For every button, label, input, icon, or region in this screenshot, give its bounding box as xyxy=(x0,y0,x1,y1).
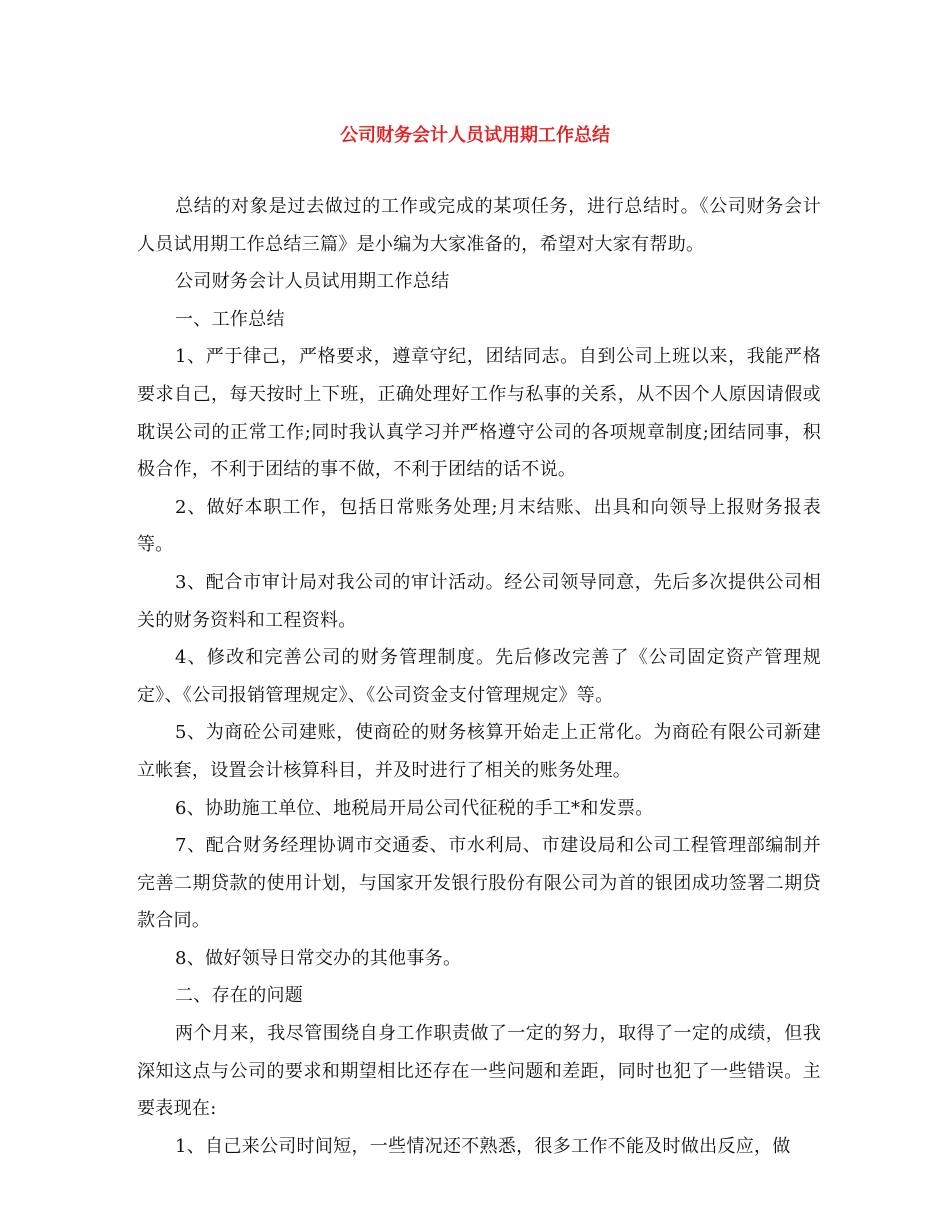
section-heading-work-summary: 一、工作总结 xyxy=(175,308,285,330)
section-heading-problems: 二、存在的问题 xyxy=(175,985,304,1007)
work-item-7: 7、配合财务经理协调市交通委、市水利局、市建设局和公司工程管理部编制并完善二期贷款的使用计划，与国家开发银行股份有限公司为首的银团成功签署二期贷款合同。 xyxy=(137,835,821,932)
work-item-5: 5、为商砼公司建账，使商砼的财务核算开始走上正常化。为商砼有限公司新建立帐套，设置会计核算科目，并及时进行了相关的账务处理。 xyxy=(137,722,821,781)
work-item-3: 3、配合市审计局对我公司的审计活动。经公司领导同意，先后多次提供公司相关的财务资料和工程资料。 xyxy=(137,571,821,631)
work-item-2: 2、做好本职工作，包括日常账务处理;月末结账、出具和向领导上报财务报表等。 xyxy=(137,496,821,556)
section-heading-subtitle: 公司财务会计人员试用期工作总结 xyxy=(175,271,450,293)
work-item-8: 8、做好领导日常交办的其他事务。 xyxy=(175,947,462,969)
document-body xyxy=(137,188,821,1165)
intro-paragraph: 总结的对象是过去做过的工作或完成的某项任务，进行总结时。《公司财务会计人员试用期工作总结三篇》是小编为大家准备的，希望对大家有帮助。 xyxy=(137,196,821,255)
problems-intro-paragraph: 两个月来，我尽管围绕自身工作职责做了一定的努力，取得了一定的成绩，但我深知这点与公司的要求和期望相比还存在一些问题和差距，同时也犯了一些错误。主要表现在: xyxy=(137,1023,821,1120)
document-title: 公司财务会计人员试用期工作总结 xyxy=(340,125,610,146)
problem-item-1: 1、自己来公司时间短，一些情况还不熟悉，很多工作不能及时做出反应，做 xyxy=(175,1135,791,1157)
work-item-6: 6、协助施工单位、地税局开局公司代征税的手工*和发票。 xyxy=(175,797,654,819)
work-item-1: 1、严于律己，严格要求，遵章守纪，团结同志。自到公司上班以来，我能严格要求自己，每天按时上下班，正确处理好工作与私事的关系，从不因个人原因请假或耽误公司的正常工作;同时我认真学习并严格遵守公司的各项规章制度;团结同事，积极合作，不利于团结的事不做，不利于团结的话不说。 xyxy=(137,346,821,481)
work-item-4: 4、修改和完善公司的财务管理制度。先后修改完善了《公司固定资产管理规定》、《公司报销管理规定》、《公司资金支付管理规定》等。 xyxy=(137,647,821,706)
